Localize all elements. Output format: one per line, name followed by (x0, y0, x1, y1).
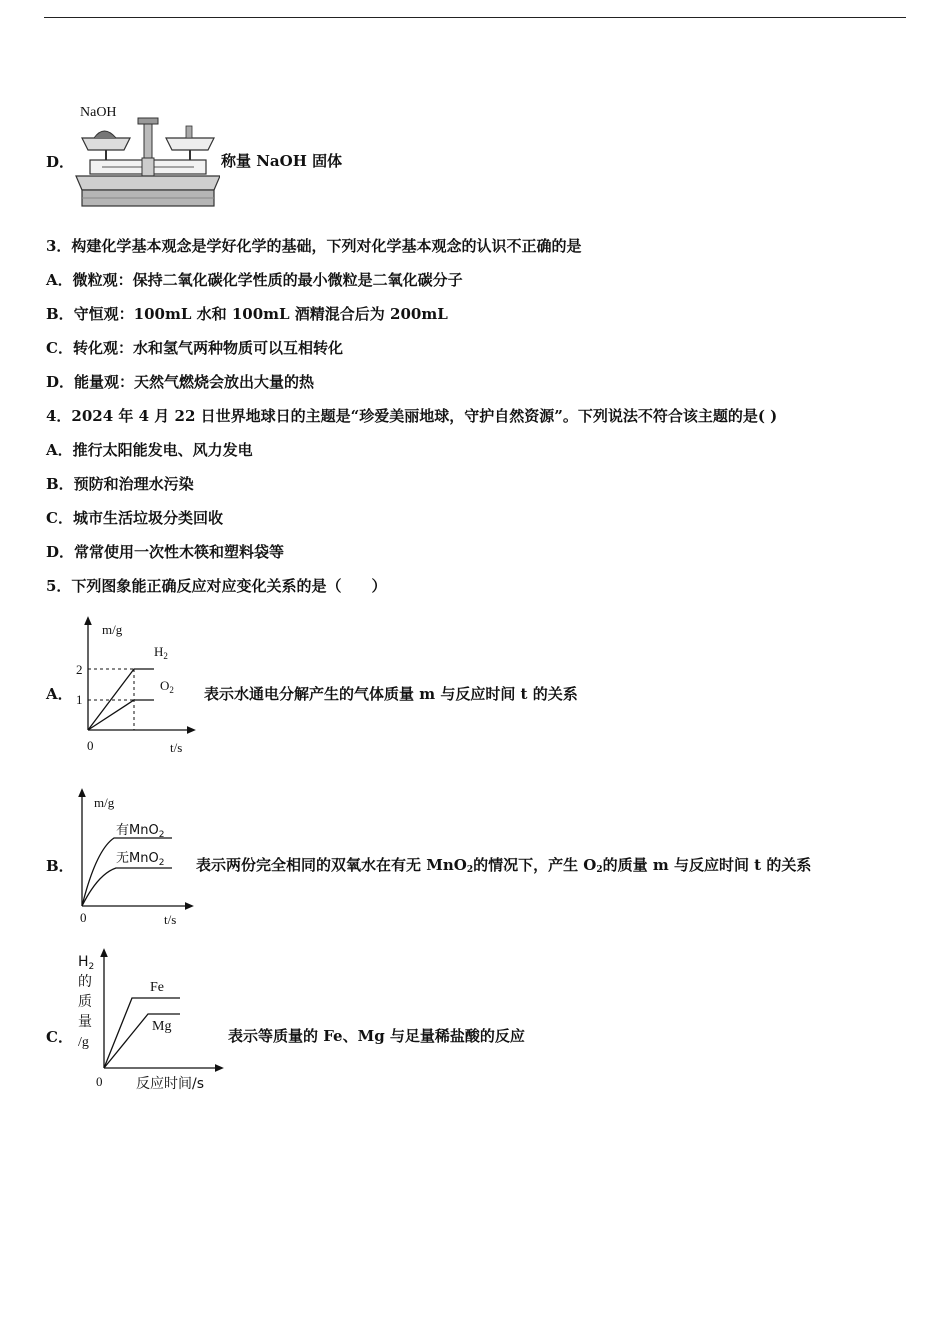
q5-stem: 5．下列图象能正确反应对应变化关系的是（ ） (46, 577, 387, 595)
q4-stem: 4．2024 年 4 月 22 日世界地球日的主题是“珍爱美丽地球，守护自然资源”。下列说法不符合该主题的是( ) (46, 407, 778, 425)
graph-a-ylabel: m/g (102, 622, 123, 637)
graph-c-fe-label: Fe (150, 980, 164, 995)
graph-b-with-mno2-label: 有MnO$_2$ (116, 823, 165, 840)
q5-option-b-letter: B． (46, 857, 74, 875)
q5-option-c-letter: C． (46, 1028, 73, 1046)
header-rule (44, 17, 906, 18)
graph-c-mg-label: Mg (152, 1019, 172, 1034)
graph-b-xlabel: t/s (164, 912, 177, 927)
q2-option-d-text: 称量 NaOH 固体 (221, 152, 343, 170)
graph-c-origin: 0 (96, 1074, 103, 1089)
q4-option-b: B．预防和治理水污染 (46, 475, 194, 493)
q3-option-c: C．转化观：水和氢气两种物质可以互相转化 (46, 339, 343, 357)
q5-option-c-caption: 表示等质量的 Fe、Mg 与足量稀盐酸的反应 (228, 1027, 525, 1045)
q3-option-d: D．能量观：天然气燃烧会放出大量的热 (46, 373, 315, 391)
q4-option-a: A．推行太阳能发电、风力发电 (46, 441, 253, 459)
graph-c-ylabel-unit: /g (78, 1035, 89, 1050)
q5-option-a-caption: 表示水通电分解产生的气体质量 m 与反应时间 t 的关系 (204, 685, 578, 703)
graph-c-xlabel: 反应时间/s (136, 1076, 205, 1092)
q5-graph-c (70, 946, 226, 1094)
balance-figure (68, 100, 220, 212)
graph-b-without-mno2-label: 无MnO$_2$ (116, 851, 165, 868)
q4-option-c: C．城市生活垃圾分类回收 (46, 509, 223, 527)
graph-a-h2-label: $H_2$ (154, 644, 168, 661)
graph-b-ylabel: m/g (94, 795, 115, 810)
q5-option-b-caption: 表示两份完全相同的双氧水在有无 MnO$_2$的情况下，产生 $O_2$的质量 m 与反应时间 t 的关系 (196, 856, 812, 875)
q5-option-a-letter: A． (46, 685, 73, 703)
graph-b-with-mno2-curve (82, 838, 172, 906)
graph-a-xlabel: t/s (170, 740, 183, 755)
graph-a-o2-line (88, 700, 154, 730)
graph-a-ytick-1: 1 (76, 692, 83, 707)
q2-option-d-letter: D． (46, 153, 75, 171)
graph-a-ytick-2: 2 (76, 662, 83, 677)
q3-option-a: A．微粒观：保持二氧化碳化学性质的最小微粒是二氧化碳分子 (46, 271, 463, 289)
q3-option-b: B．守恒观：100mL 水和 100mL 酒精混合后为 200mL (46, 305, 448, 323)
graph-b-origin: 0 (80, 910, 87, 925)
graph-a-o2-label: $O_2$ (160, 678, 174, 695)
graph-c-ylabel-de: 的 (78, 974, 92, 990)
q3-stem: 3．构建化学基本观念是学好化学的基础，下列对化学基本观念的认识不正确的是 (46, 237, 582, 255)
q5-graph-b (66, 788, 194, 930)
naoh-figure-label: NaOH (80, 105, 117, 120)
graph-c-ylabel-liang: 量 (78, 1014, 92, 1030)
q5-graph-a (70, 612, 202, 758)
graph-c-ylabel-h2: $H_2$ (78, 954, 95, 972)
q4-option-d: D．常常使用一次性木筷和塑料袋等 (46, 543, 285, 561)
graph-b-without-mno2-curve (82, 868, 172, 906)
graph-c-ylabel-zhi: 质 (78, 994, 92, 1010)
graph-a-origin: 0 (87, 738, 94, 753)
